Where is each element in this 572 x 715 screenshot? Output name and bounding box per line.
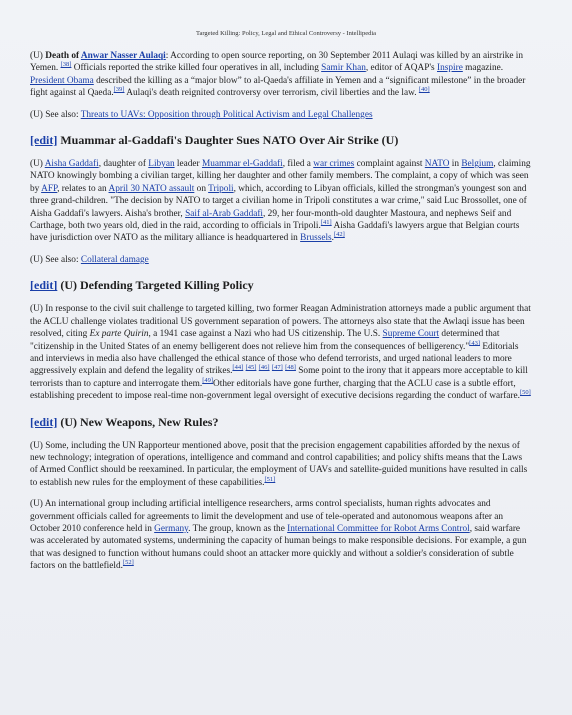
case-name: Ex parte Quirin	[89, 329, 149, 340]
link-anwar-nasser-aulaqi[interactable]: Anwar Nasser Aulaqi	[80, 51, 166, 61]
footnote-ref-51[interactable]: [51]	[264, 475, 276, 483]
footnote-ref-45[interactable]: [45]	[245, 364, 257, 372]
link-afp[interactable]: AFP	[41, 183, 58, 194]
link-threats-to-uavs[interactable]: Threats to UAVs: Opposition through Political Activism and Legal Challenges	[80, 109, 373, 120]
paragraph-death-of-aulaqi: (U) Death of Anwar Nasser Aulaqi: According to open source reporting, on 30 September 2011 Aulaqi was killed by an airstrike in Yemen. [38] Officials reported the strike killed four operatives in all, including Samir Khan, editor of AQAP's Inspire magazine. President Obama described the killing as a “major blow” to al-Qaeda's affiliate in Yemen and a “significant milestone” in the broader fight against al Qaeda.[39] Aulaqi's death reignited controversy over terrorism, civil liberties and the law. [40]	[30, 51, 526, 99]
link-muammar-el-gaddafi[interactable]: Muammar el-Gaddafi	[201, 159, 283, 170]
section-heading-gaddafi-daughter: [edit] Muammar al-Gaddafi's Daughter Sues NATO Over Air Strike (U)	[30, 133, 399, 148]
footnote-ref-43[interactable]: [43]	[469, 339, 480, 347]
section-heading-new-weapons: [edit] (U) New Weapons, New Rules?	[30, 414, 219, 429]
footnote-ref-48[interactable]: [48]	[285, 364, 296, 372]
edit-link[interactable]: [edit]	[30, 414, 58, 429]
link-belgium[interactable]: Belgium	[461, 159, 494, 170]
footnote-ref-44[interactable]: [44]	[232, 364, 244, 372]
link-collateral-damage[interactable]: Collateral damage	[80, 254, 149, 265]
footnote-ref-38[interactable]: [38]	[60, 61, 72, 69]
paragraph-defending-policy: (U) In response to the civil suit challenge to targeted killing, two former Reagan Administration attorneys made a public argument that the ACLU challenge violates traditional US government separation of powers. The attorneys also state that the Awlaqi issue has been resolved, citing Ex parte Quirin, a 1941 case against a Nazi who had US citizenship. The U.S. Supreme Court determined that "citizenship in the United States of an enemy belligerent does not relieve him from the consequences of belligerency."[43] Editorials and interviews in media also have challenged the ethical stance of those who defend terrorists, and urged national leaders to more aggressively explain and defend the legality of strikes.[44] [45] [46] [47] [48] Some point to the irony that it appears more acceptable to kill terrorists than to capture and interrogate them.[49]Other editorials have gone further, charging that the ACLU case is a subtle effort, establishing precedent to impose real-time non-government legal oversight of executive decisions regarding the conduct of warfare.[50]	[30, 304, 531, 402]
footnote-ref-52[interactable]: [52]	[122, 559, 134, 567]
link-samir-khan[interactable]: Samir Khan	[321, 63, 366, 74]
footnote-ref-41[interactable]: [41]	[320, 218, 332, 226]
see-also-collateral: (U) See also: Collateral damage	[30, 254, 149, 265]
paragraph-robot-arms-control: (U) An international group including artificial intelligence researchers, arms control specialists, human rights advocates and government officials called for agreements to limit the development and use of tele-operated and autonomous weapons after an October 2010 conference held in Germany. The group, known as the International Committee for Robot Arms Control, said warfare was accelerated by automated systems, undermining the capacity of human beings to make responsible decisions. For example, a gun that was designed to function without humans could shoot an attacker more quickly and without a soldier's consideration of subtle factors on the battlefield.[52]	[30, 499, 527, 572]
link-germany[interactable]: Germany	[154, 523, 189, 534]
footnote-ref-49[interactable]: [49]	[202, 376, 214, 384]
bold-lead: Death of Anwar Nasser Aulaqi	[45, 51, 166, 61]
paragraph-new-weapons: (U) Some, including the UN Rapporteur mentioned above, posit that the precision engagement capabilities afforded by the nexus of new technology; integration of operations, intelligence and command and control capabilities; and policy shifts means that the Laws of Armed Conflict should be reexamined. In particular, the employment of UAVs and satellite-guided munitions have resulted in calls to establish new rules for the employment of these capabilities.[51]	[30, 440, 528, 488]
link-nato[interactable]: NATO	[424, 159, 450, 170]
link-brussels[interactable]: Brussels	[300, 233, 332, 244]
link-libyan[interactable]: Libyan	[148, 159, 175, 170]
link-aisha-gaddafi[interactable]: Aisha Gaddafi	[44, 159, 99, 170]
footnote-ref-50[interactable]: [50]	[519, 389, 531, 397]
footnote-ref-39[interactable]: [39]	[113, 86, 125, 94]
edit-link[interactable]: [edit]	[30, 278, 58, 293]
footnote-ref-46[interactable]: [46]	[258, 364, 270, 372]
footnote-ref-42[interactable]: [42]	[333, 231, 345, 239]
footnote-ref-40[interactable]: [40]	[418, 86, 430, 94]
footnote-ref-47[interactable]: [47]	[271, 364, 283, 372]
link-april-30-nato-assault[interactable]: April 30 NATO assault	[108, 183, 195, 194]
edit-link[interactable]: [edit]	[30, 133, 58, 148]
link-saif-al-arab-gaddafi[interactable]: Saif al-Arab Gaddafi	[185, 208, 264, 219]
link-tripoli[interactable]: Tripoli	[208, 183, 234, 194]
text: (U)	[30, 51, 46, 61]
see-also-threats: (U) See also: Threats to UAVs: Opposition through Political Activism and Legal Challenges	[30, 109, 373, 120]
link-icrac[interactable]: International Committee for Robot Arms Control	[287, 523, 470, 534]
link-inspire[interactable]: Inspire	[437, 63, 463, 74]
paragraph-aisha-gaddafi: (U) Aisha Gaddafi, daughter of Libyan leader Muammar el-Gaddafi, filed a war crimes complaint against NATO in Belgium, claiming NATO knowingly bombing a civilian target, killing her daughter and other family members. The complaint, a copy of which was seen by AFP, relates to an April 30 NATO assault on Tripoli, which, according to Libyan officials, killed the strongman's youngest son and three grand-children. "The decision by NATO to target a civilian home in Tripoli constitutes a war crime," said Luc Brossollet, one of Aisha Gaddafi's lawyers. Aisha's brother, Saif al-Arab Gaddafi, 29, her four-month-old daughter Mastoura, and nephews Seif and Carthage, both two years old, died in the raid, according to officials in Tripoli.[41] Aisha Gaddafi's lawyers argue that Belgian courts have jurisdiction over NATO as the military alliance is headquartered in Brussels.[42]	[30, 159, 531, 244]
section-heading-defending-policy: [edit] (U) Defending Targeted Killing Policy	[30, 278, 254, 293]
link-president-obama[interactable]: President Obama	[30, 75, 94, 86]
link-war-crimes[interactable]: war crimes	[313, 159, 355, 170]
running-header: Targeted Killing: Policy, Legal and Ethical Controversy - Intellipedia	[195, 30, 377, 37]
link-supreme-court[interactable]: Supreme Court	[382, 329, 440, 340]
